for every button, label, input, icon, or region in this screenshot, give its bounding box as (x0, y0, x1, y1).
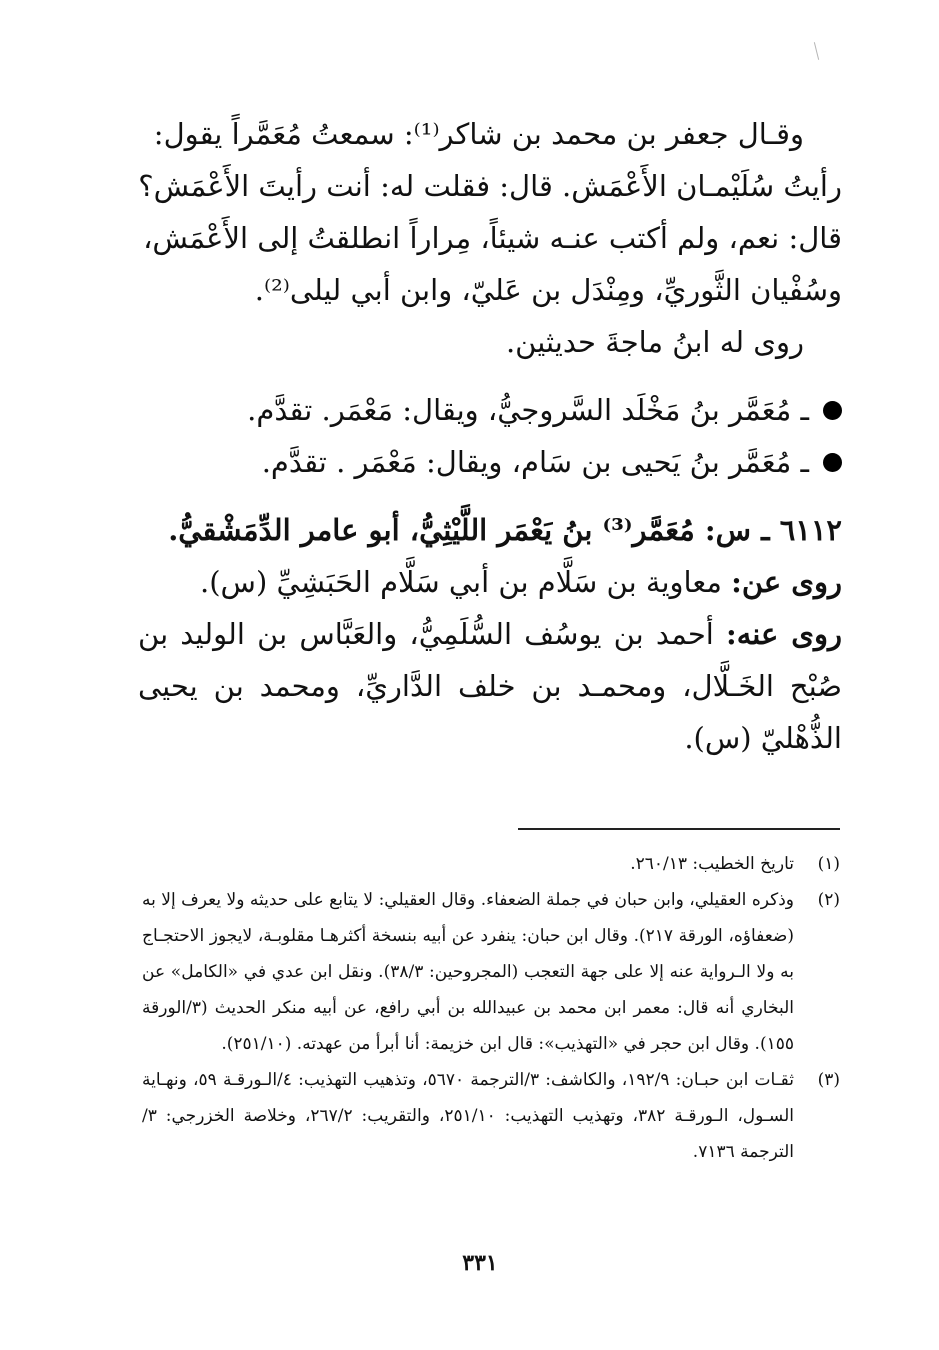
spacer (138, 368, 842, 384)
narration-line: رأيتُ سُلَيْمـان الأَعْمَش. قال: فقلت له: أنت رأيتَ الأَعْمَش؟ (138, 169, 842, 203)
bullet-icon (823, 401, 842, 420)
footnote-text: وذكره العقيلي، وابن حبان في جملة الضعفاء. وقال العقيلي: لا يتابع على حديثه ولا يعرف إلا به (ضعفاؤه، الورقة ٢١٧). وقال ابن حبان: ينفرد عن أبيه بنسخة أكثرهـا مقلوبـة، لايجوز الاحتجـاج به ولا الـرواية عنه إلا على جهة التعجب (المجروحين: ٣٨/٣). ونقل ابن عدي في «الكامل» عن البخاري أنه قال: معمر ابن محمد بن عبيدالله بن أبي رافع، عن أبيه منكر الحديث (٣/الورقة ١٥٥). وقال ابن حجر في «التهذيب»: قال ابن خزيمة: أنا أبرأ من عهدته. (٢٥١/١٠). (142, 890, 794, 1054)
cross-reference-text: ـ مُعَمَّر بنُ مَخْلَد السَّروجيُّ، ويقال: مَعْمَر. تقدَّم. (247, 393, 809, 427)
footnote-number: (٣) (817, 1070, 840, 1090)
footnote-number: (٢) (817, 890, 840, 910)
bullet-icon (823, 453, 842, 472)
narrated-by-text: أحمد بن يوسُف السُّلَمِيُّ، والعَبَّاس بن الوليد بن صُبْح الخَـلَّال، ومحمـد بن خلف الدَّاريِّ، ومحمد بن يحيى الذُّهْليّ (س). (138, 617, 842, 755)
narrated-by-label: روى عنه: (725, 617, 842, 651)
narration-line: وسُفْيان الثَّوريِّ، ومِنْدَل بن عَليّ، وابن أبي ليلى⁽²⁾. (254, 273, 842, 307)
spacer (138, 488, 842, 504)
footnote (142, 882, 840, 1062)
narrated-from-text: معاوية بن سَلَّام بن أبي سَلَّام الحَبَشِيِّ (س). (200, 565, 732, 599)
narrated-from (138, 556, 842, 608)
footnote (142, 846, 840, 882)
narrated-by (138, 608, 842, 764)
narration-line: وقـال جعفر بن محمد بن شاكر⁽¹⁾: سمعتُ مُعَمَّراً يقول: (153, 117, 804, 151)
narrated-from-label: روى عن: (731, 565, 842, 599)
scan-mark (814, 42, 819, 60)
footnote-text: تاريخ الخطيب: ٢٦٠/١٣. (630, 854, 794, 874)
footnote-divider (518, 828, 840, 830)
main-text (138, 108, 842, 764)
entry-heading: ٦١١٢ ـ س: مُعَمَّر⁽³⁾ بنُ يَعْمَر اللَّيْثِيُّ، أبو عامر الدِّمَشْقيُّ. (168, 513, 842, 547)
cross-reference-entry (138, 384, 842, 436)
footnote (142, 1062, 840, 1170)
narration-line: قال: نعم، ولم أكتب عنـه شيئاً، مِراراً انطلقتُ إلى الأَعْمَش، (143, 221, 842, 255)
cross-reference-text: ـ مُعَمَّر بنُ يَحيى بن سَام، ويقال: مَعْمَر . تقدَّم. (261, 445, 809, 479)
footnote-number: (١) (817, 854, 840, 874)
cross-reference-entry (138, 436, 842, 488)
footnotes (142, 846, 840, 1170)
ibn-majah-note: روى له ابنُ ماجةَ حديثين. (505, 325, 804, 359)
footnote-text: ثقـات ابن حبـان: ١٩٢/٩، والكاشف: ٣/الترجمة ٥٦٧٠، وتذهيب التهذيب: ٤/الـورقـة ٥٩، ونهـاية السـول، الـورقـة ٣٨٢، وتهذيب التهذيب: ٢٥١/١٠، والتقريب: ٢٦٧/٢، وخلاصة الخزرجي: ٣/الترجمة ٧١٣٦. (142, 1070, 794, 1162)
page-number: ٣٣١ (462, 1250, 498, 1276)
